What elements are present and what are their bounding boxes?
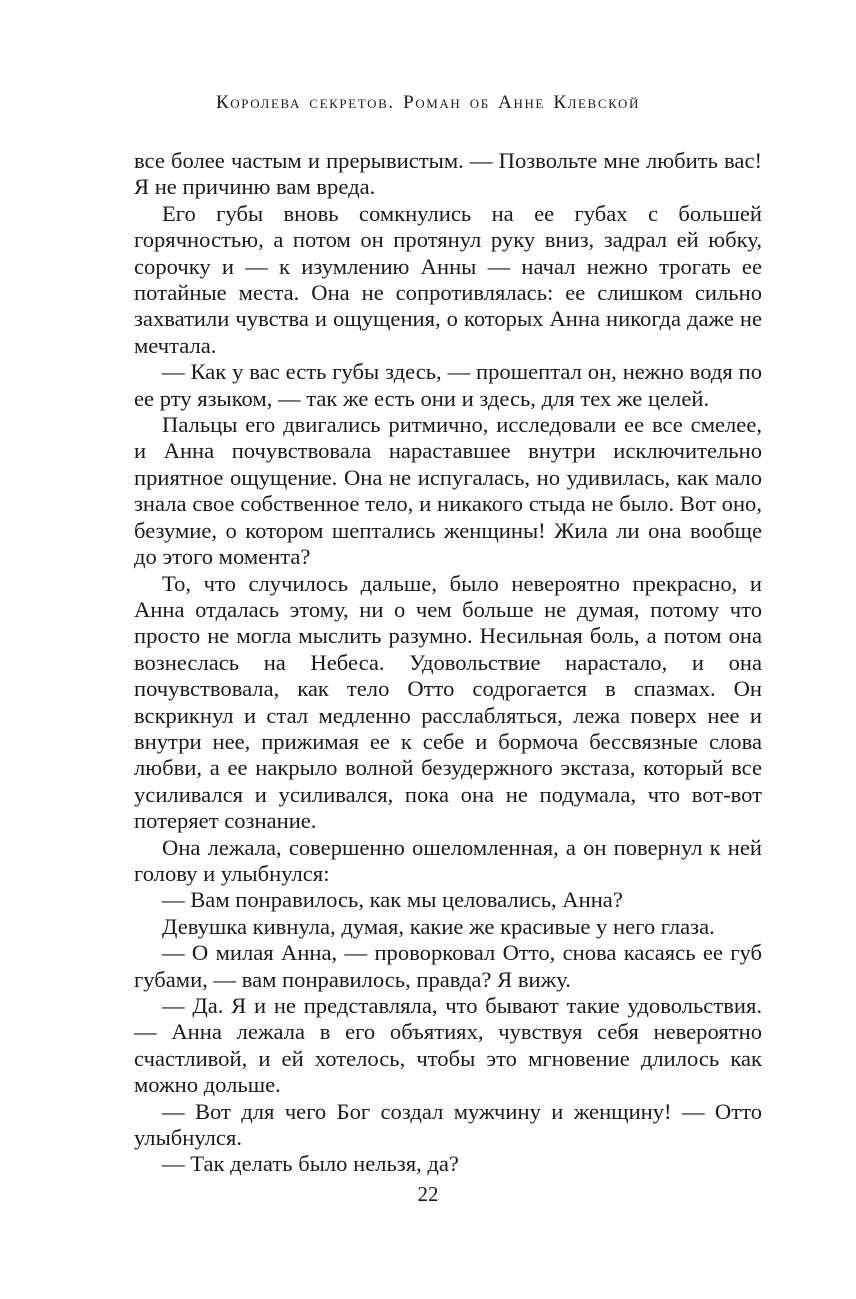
paragraph: Девушка кивнула, думая, какие же красивые у него глаза. — [162, 913, 715, 939]
paragraph: — О милая Анна, — проворковал Отто, снова касаясь ее губ губами, — вам понравилось, правда? Я вижу. — [134, 940, 762, 992]
body-text — [134, 148, 762, 1178]
page-number: 22 — [417, 1182, 439, 1206]
paragraph: То, что случилось дальше, было невероятно прекрасно, и Анна отдалась этому, ни о чем больше не думая, потому что просто не могла мыслить разумно. Несильная боль, а потом она вознеслась на Небеса. Удовольствие нарастало, и она почувствовала, как тело Отто содрогается в спазмах. Он вскрикнул и стал медленно расслабляться, лежа поверх нее и внутри нее, прижимая ее к себе и бормоча бессвязные слова любви, а ее накрыло волной безудержного экстаза, который все усиливался и усиливался, пока она не подумала, что вот-вот потеряет сознание. — [134, 570, 762, 834]
paragraph: все более частым и прерывистым. — Позвольте мне любить вас! Я не причиню вам вреда. — [134, 148, 762, 200]
paragraph: — Так делать было нельзя, да? — [162, 1151, 459, 1177]
paragraph: Она лежала, совершенно ошеломленная, а он повернул к ней голову и улыбнулся: — [134, 834, 762, 886]
paragraph: — Вот для чего Бог создал мужчину и женщину! — Отто улыбнулся. — [134, 1098, 762, 1151]
paragraph: — Как у вас есть губы здесь, — прошептал он, нежно водя по ее рту языком, — так же есть они и здесь, для тех же целей. — [134, 359, 762, 411]
paragraph: Его губы вновь сомкнулись на ее губах с большей горячностью, а потом он протянул руку вниз, задрал ей юбку, сорочку и — к изумлению Анны — начал нежно трогать ее потайные места. Она не сопротивлялась: ее слишком сильно захватили чувства и ощущения, о которых Анна никогда даже не мечтала. — [134, 200, 762, 358]
paragraph: — Да. Я и не представляла, что бывают такие удовольствия. — Анна лежала в его объятиях, чувствуя себя невероятно счастливой, и ей хотелось, чтобы это мгновение длилось как можно дольше. — [134, 993, 762, 1098]
paragraph: Пальцы его двигались ритмично, исследовали ее все смелее, и Анна почувствовала нараставшее внутри исключительно приятное ощущение. Она не испугалась, но удивилась, как мало знала свое собственное тело, и никакого стыда не было. Вот оно, безумие, о котором шептались женщины! Жила ли она вообще до этого момента? — [134, 412, 762, 570]
running-head: Королева секретов. Роман об Анне Клевской — [215, 92, 641, 113]
paragraph: — Вам понравилось, как мы целовались, Анна? — [162, 887, 623, 913]
